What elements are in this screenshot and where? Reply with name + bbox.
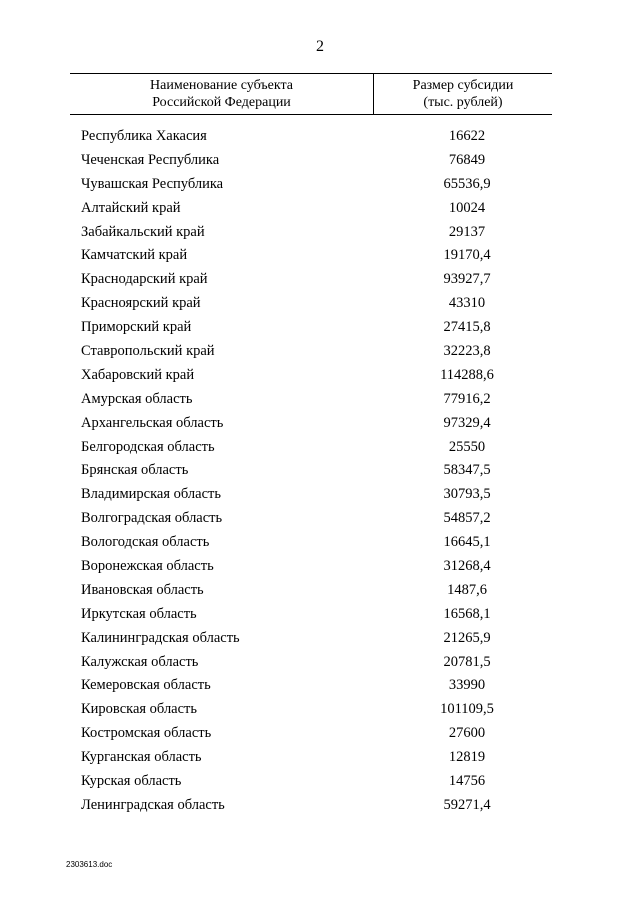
- table-row: [0, 367, 640, 391]
- region-name: Ивановская область: [81, 581, 204, 598]
- region-name: Курганская область: [81, 749, 202, 766]
- table-row: [0, 295, 640, 319]
- header-region-name-line2: Российской Федерации: [152, 95, 291, 110]
- subsidy-value: 16568,1: [443, 605, 491, 622]
- subsidy-value: 16622: [448, 128, 486, 144]
- subsidy-value: 20781,5: [443, 653, 491, 670]
- table-row: [0, 128, 640, 152]
- region-name: Чувашская Республика: [81, 175, 224, 192]
- subsidy-value: 32223,8: [443, 343, 491, 360]
- table-row: [0, 534, 640, 558]
- table-row: [0, 415, 640, 439]
- region-name: Калининградская область: [81, 629, 240, 646]
- region-name: Приморский край: [81, 319, 192, 336]
- header-subsidy-line2: (тыс. рублей): [423, 95, 503, 110]
- subsidy-value: 16645,1: [443, 534, 491, 551]
- header-region-name: [70, 74, 374, 114]
- region-name: Краснодарский край: [81, 271, 208, 288]
- region-name: Кемеровская область: [81, 677, 211, 694]
- table-row: [0, 630, 640, 654]
- region-name: Хабаровский край: [81, 366, 195, 383]
- table-header: [70, 73, 552, 115]
- region-name: Иркутская область: [81, 605, 197, 622]
- region-name: Республика Хакасия: [81, 128, 207, 144]
- table-row: [0, 797, 640, 821]
- subsidy-value: 19170,4: [443, 247, 491, 264]
- subsidy-value: 33990: [448, 677, 486, 694]
- header-subsidy-amount: [374, 74, 552, 114]
- region-name: Вологодская область: [81, 534, 210, 551]
- table-row: [0, 701, 640, 725]
- table-row: [0, 343, 640, 367]
- subsidy-value: 101109,5: [440, 701, 494, 718]
- region-name: Амурская область: [81, 390, 193, 407]
- header-region-name-line1: Наименование субъекта: [150, 78, 293, 93]
- subsidy-value: 59271,4: [443, 796, 491, 813]
- subsidy-value: 76849: [448, 151, 486, 168]
- region-name: Костромская область: [81, 725, 212, 742]
- region-name: Забайкальский край: [81, 223, 205, 240]
- header-subsidy-line1: Размер субсидии: [412, 78, 514, 93]
- subsidy-value: 29137: [448, 223, 486, 240]
- subsidy-value: 27415,8: [443, 319, 491, 336]
- table-row: [0, 439, 640, 463]
- table-row: [0, 510, 640, 534]
- doc-code: 2303613.doc: [66, 860, 113, 869]
- subsidy-value: 27600: [448, 725, 486, 742]
- table-row: [0, 462, 640, 486]
- subsidy-value: 31268,4: [443, 558, 491, 575]
- region-name: Камчатский край: [81, 247, 188, 264]
- subsidy-value: 97329,4: [443, 414, 491, 431]
- table-row: [0, 224, 640, 248]
- table-row: [0, 773, 640, 797]
- subsidy-value: 54857,2: [443, 510, 491, 527]
- region-name: Волгоградская область: [81, 510, 223, 527]
- subsidy-value: 43310: [448, 295, 486, 312]
- table-row: [0, 200, 640, 224]
- subsidy-value: 10024: [448, 199, 486, 216]
- table-row: [0, 582, 640, 606]
- subsidy-value: 77916,2: [443, 390, 491, 407]
- subsidy-value: 14756: [448, 773, 486, 790]
- table-row: [0, 247, 640, 271]
- region-name: Владимирская область: [81, 486, 221, 503]
- subsidy-value: 58347,5: [443, 462, 491, 479]
- table-row: [0, 486, 640, 510]
- subsidy-value: 30793,5: [443, 486, 491, 503]
- page-number: 2: [316, 38, 324, 55]
- table-row: [0, 677, 640, 701]
- subsidy-value: 12819: [448, 749, 486, 766]
- region-name: Алтайский край: [81, 199, 181, 216]
- region-name: Красноярский край: [81, 295, 201, 312]
- table-row: [0, 558, 640, 582]
- region-name: Курская область: [81, 773, 182, 790]
- region-name: Ленинградская область: [81, 796, 225, 813]
- table-row: [0, 725, 640, 749]
- table-row: [0, 152, 640, 176]
- region-name: Брянская область: [81, 462, 189, 479]
- region-name: Чеченская Республика: [81, 151, 220, 168]
- table-row: [0, 606, 640, 630]
- table-row: [0, 176, 640, 200]
- table-row: [0, 319, 640, 343]
- region-name: Калужская область: [81, 653, 199, 670]
- subsidy-value: 25550: [448, 438, 486, 455]
- table-row: [0, 749, 640, 773]
- subsidy-value: 21265,9: [443, 629, 491, 646]
- table-row: [0, 391, 640, 415]
- subsidy-value: 65536,9: [443, 175, 491, 192]
- region-name: Кировская область: [81, 701, 198, 718]
- region-name: Ставропольский край: [81, 343, 215, 360]
- region-name: Воронежская область: [81, 558, 214, 575]
- subsidy-value: 114288,6: [440, 366, 494, 383]
- region-name: Белгородская область: [81, 438, 215, 455]
- subsidy-value: 93927,7: [443, 271, 491, 288]
- table-row: [0, 654, 640, 678]
- subsidy-value: 1487,6: [447, 581, 487, 598]
- table-body: [0, 128, 640, 821]
- table-row: [0, 271, 640, 295]
- region-name: Архангельская область: [81, 414, 224, 431]
